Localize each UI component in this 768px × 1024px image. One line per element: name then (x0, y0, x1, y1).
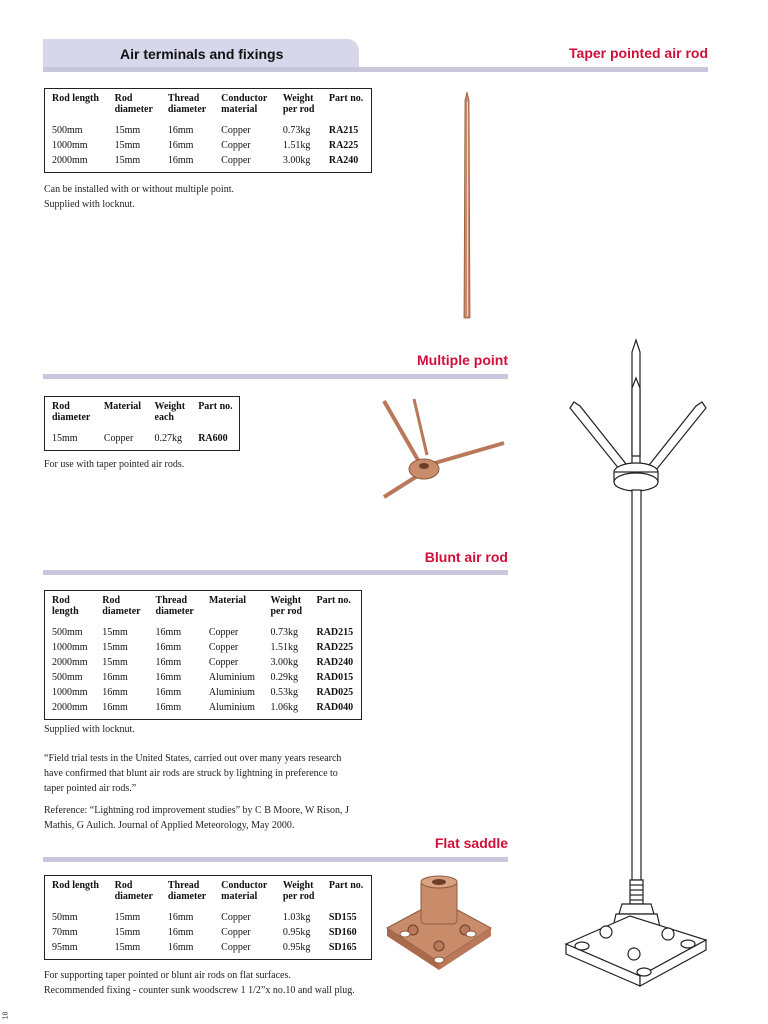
flat-saddle-image (383, 870, 495, 978)
multiple-point-title: Multiple point (417, 352, 508, 368)
table-row: 1000mm 15mm 16mm Copper 1.51kg RAD225 (52, 642, 354, 653)
table-header-row: Rod diameter Material Weight each Part no. (52, 401, 233, 423)
table-row: 500mm 16mm 16mm Aluminium 0.29kg RAD015 (52, 672, 354, 683)
header-rule (43, 67, 708, 72)
table-row: 1000mm 16mm 16mm Aluminium 0.53kg RAD025 (52, 687, 354, 698)
blunt-rod-note: Supplied with locknut. (44, 724, 135, 735)
table-header-row: Rod length Rod diameter Thread diameter Conductor material Weight per rod Part no. (52, 93, 364, 115)
blunt-rod-title: Blunt air rod (424, 549, 508, 565)
taper-rod-image (455, 90, 479, 322)
table-row: 2000mm 15mm 16mm Copper 3.00kg RAD240 (52, 657, 354, 668)
table-row: 70mm 15mm 16mm Copper 0.95kg SD160 (52, 927, 357, 938)
table-row: 50mm 15mm 16mm Copper 1.03kg SD155 (52, 912, 357, 923)
table-row: 2000mm 15mm 16mm Copper 3.00kg RA240 (52, 155, 359, 166)
blunt-rod-rule (43, 570, 508, 575)
multiple-point-rule (43, 374, 508, 379)
multiple-point-image (378, 393, 508, 503)
blunt-rod-quote: “Field trial tests in the United States, carried out over many years research have confirmed that blunt air rods are struck by lightning in preference to taper pointed air rods.” (44, 753, 342, 794)
blunt-rod-table (44, 590, 362, 720)
table-row: 500mm 15mm 16mm Copper 0.73kg RAD215 (52, 627, 354, 638)
assembled-air-terminal-drawing (560, 336, 710, 1000)
page-title: Air terminals and fixings (120, 46, 284, 62)
flat-saddle-notes: For supporting taper pointed or blunt air rods on flat surfaces. Recommended fixing - counter sunk woodscrew 1 1/2”x no.10 and wall plug. (44, 970, 355, 996)
page-side-mark: 18 (2, 1011, 10, 1020)
taper-rod-table (44, 88, 372, 173)
flat-saddle-title: Flat saddle (434, 835, 508, 851)
taper-rod-notes: Can be installed with or without multiple point. Supplied with locknut. (44, 184, 234, 210)
multiple-point-table (44, 396, 240, 451)
table-row: 2000mm 16mm 16mm Aluminium 1.06kg RAD040 (52, 702, 354, 713)
table-header-row: Rod length Rod diameter Thread diameter Conductor material Weight per rod Part no. (52, 880, 364, 902)
taper-rod-title: Taper pointed air rod (569, 45, 708, 61)
multiple-point-note: For use with taper pointed air rods. (44, 459, 185, 470)
table-row: 500mm 15mm 16mm Copper 0.73kg RA215 (52, 125, 359, 136)
blunt-rod-reference: Reference: “Lightning rod improvement studies” by C B Moore, W Rison, J Mathis, G Aulich. Journal of Applied Meteorology, May 2000. (44, 805, 349, 831)
table-row: 1000mm 15mm 16mm Copper 1.51kg RA225 (52, 140, 359, 151)
table-row: 95mm 15mm 16mm Copper 0.95kg SD165 (52, 942, 357, 953)
table-row: 15mm Copper 0.27kg RA600 (52, 433, 228, 444)
flat-saddle-rule (43, 857, 508, 862)
flat-saddle-table (44, 875, 372, 960)
table-header-row: Rod length Rod diameter Thread diameter Material Weight per rod Part no. (52, 595, 351, 617)
